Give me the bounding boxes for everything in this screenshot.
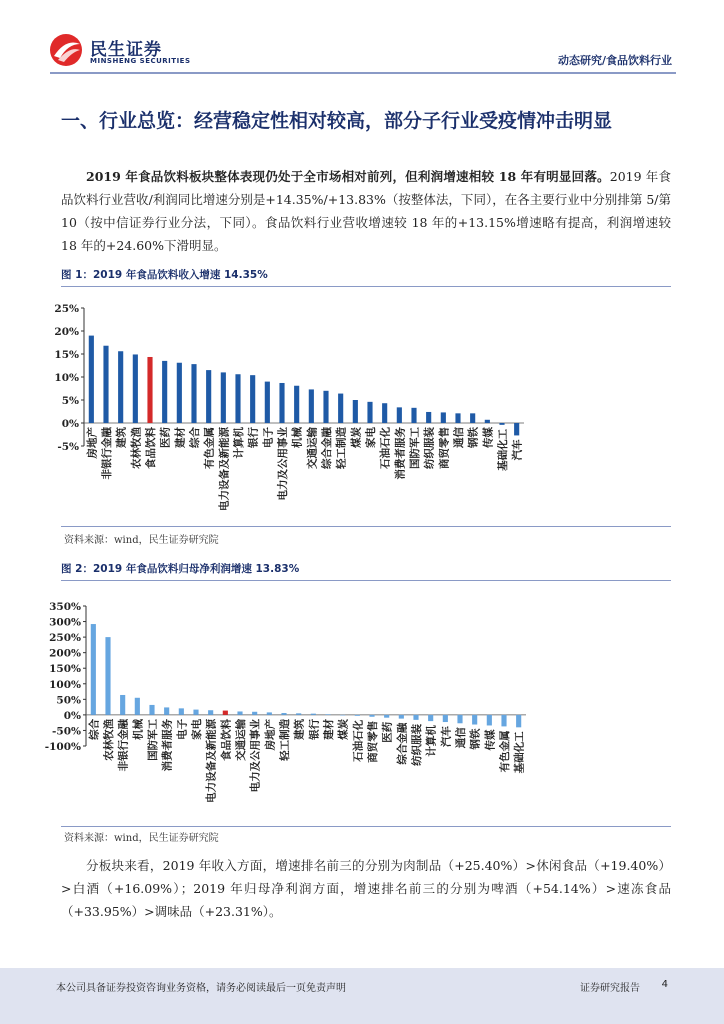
bar — [384, 715, 389, 718]
y-tick-label: 15% — [54, 349, 79, 361]
x-category-label: 煤炭 — [337, 718, 350, 740]
bar — [162, 361, 167, 423]
x-category-label: 计算机 — [425, 725, 438, 757]
y-tick-label: 300% — [49, 616, 81, 629]
x-category-label: 食品饮料 — [145, 427, 157, 469]
x-category-label: 石油石化 — [352, 719, 365, 762]
x-category-label: 医药 — [159, 427, 172, 448]
x-category-label: 传媒 — [484, 729, 497, 751]
x-category-label: 综合金融 — [396, 722, 409, 765]
header-divider — [50, 72, 676, 74]
bar — [149, 705, 154, 715]
y-tick-label: 10% — [54, 372, 79, 384]
page-footer — [0, 968, 724, 1024]
x-category-label: 农林牧渔 — [103, 718, 115, 761]
x-category-label: 电子 — [176, 718, 189, 740]
x-category-label: 汽车 — [440, 726, 453, 748]
y-tick-label: 25% — [54, 303, 79, 315]
x-category-label: 非银行金融 — [101, 427, 113, 480]
bar — [353, 400, 358, 423]
x-category-label: 国防军工 — [409, 427, 421, 469]
x-category-label: 综合 — [189, 427, 201, 448]
bar — [250, 375, 255, 423]
bar — [455, 413, 460, 423]
bar — [426, 412, 431, 423]
logo-text-en: MINSHENG SECURITIES — [90, 57, 191, 65]
x-category-label: 电子 — [262, 427, 275, 448]
page-header — [0, 0, 724, 76]
x-category-label: 轻工制造 — [279, 718, 291, 761]
chart-profit-growth — [0, 590, 724, 826]
x-category-label: 轻工制造 — [335, 427, 348, 469]
bar — [103, 346, 108, 423]
x-category-label: 纺织服装 — [411, 723, 423, 766]
bar — [428, 715, 433, 721]
x-category-label: 银行 — [247, 427, 260, 448]
y-tick-label: 50% — [56, 694, 81, 707]
bar — [265, 382, 270, 423]
bar — [135, 698, 140, 715]
x-category-label: 医药 — [381, 721, 394, 743]
x-category-label: 计算机 — [233, 427, 245, 459]
bar — [382, 403, 387, 423]
figure1-title: 图 1：2019 年食品饮料收入增速 14.35% — [61, 266, 671, 287]
figure2-source: 资料来源：wind，民生证券研究院 — [64, 833, 219, 844]
y-tick-label: -5% — [57, 441, 79, 453]
bar — [501, 715, 506, 727]
x-category-label: 通信 — [455, 727, 467, 749]
x-category-label: 家电 — [365, 427, 377, 448]
bar — [325, 714, 330, 715]
bar — [191, 364, 196, 423]
x-category-label: 煤炭 — [350, 427, 363, 448]
bar — [193, 710, 198, 715]
bar — [443, 715, 448, 722]
x-category-label: 交通运输 — [235, 718, 247, 761]
bar — [179, 708, 184, 715]
x-category-label: 国防军工 — [147, 718, 159, 761]
x-category-label: 农林牧渔 — [130, 427, 143, 469]
paragraph-overview-text: 2019 年食品饮料行业营收/利润同比增速分别是+14.35%/+13.83%（按整体法，下同），在各主要行业中分别排第 5/第 10（按中信证券行业分法，下同）。食品饮料行业营收增速较 18 年的+13.15%增速略有提高，利润增速较 18 年的+24.60%下滑明显。 — [61, 169, 671, 253]
y-tick-label: -100% — [44, 741, 81, 753]
x-category-label: 机械 — [291, 427, 304, 448]
x-category-label: 消费者服务 — [161, 718, 174, 772]
bar — [470, 413, 475, 423]
x-category-label: 钢铁 — [467, 427, 480, 448]
x-category-label: 银行 — [308, 718, 321, 740]
bar — [323, 391, 328, 423]
bar — [367, 402, 372, 423]
paragraph-segments: 分板块来看，2019 年收入方面，增速排名前三的分别为肉制品（+25.40%）>休闲食品（+19.40%）>白酒（+16.09%）；2019 年归母净利润方面，增速排名前三的分别为啤酒（+54.14%）>速冻食品（+33.95%）>调味品（+23.31%）。 — [61, 858, 671, 919]
x-category-label: 建材 — [174, 427, 187, 448]
bar — [487, 715, 492, 726]
bar — [499, 423, 504, 425]
x-category-label: 机械 — [132, 718, 145, 740]
y-tick-label: 5% — [61, 395, 79, 407]
bar — [118, 351, 123, 423]
y-tick-label: 0% — [63, 709, 81, 722]
bar — [281, 713, 286, 715]
bar — [340, 715, 345, 716]
x-category-label: 消费者服务 — [394, 427, 407, 480]
bar — [472, 715, 477, 725]
footer-disclaimer: 本公司具备证券投资咨询业务资格，请务必阅读最后一页免责声明 — [56, 983, 346, 994]
y-tick-label: 200% — [49, 647, 81, 660]
bar — [133, 354, 138, 423]
bar — [177, 363, 182, 423]
bar — [397, 407, 402, 423]
x-category-label: 房地产 — [86, 427, 99, 459]
report-category: 动态研究/食品饮料行业 — [557, 54, 672, 67]
bar — [147, 357, 152, 423]
bar — [208, 710, 213, 715]
y-tick-label: 350% — [49, 601, 81, 613]
y-tick-label: 0% — [61, 418, 79, 430]
logo-text-cn: 民生证券 — [90, 40, 162, 60]
y-tick-label: 100% — [49, 678, 81, 691]
x-category-label: 综合 — [88, 718, 101, 740]
bar — [441, 412, 446, 423]
x-category-label: 食品饮料 — [220, 718, 233, 761]
footer-report-type: 证券研究报告 — [580, 983, 640, 994]
x-category-label: 家电 — [191, 718, 203, 740]
bar — [485, 420, 490, 423]
bar — [311, 714, 316, 715]
x-category-label: 非银行金融 — [117, 718, 130, 772]
x-category-label: 有色金属 — [499, 730, 511, 773]
y-tick-label: 20% — [54, 326, 79, 338]
x-category-label: 商贸零售 — [438, 427, 451, 469]
x-category-label: 建筑 — [115, 427, 128, 448]
figure2-title: 图 2：2019 年食品饮料归母净利润增速 13.83% — [61, 560, 671, 581]
bar — [223, 711, 228, 715]
x-category-label: 电力设备及新能源 — [205, 718, 218, 803]
bar — [309, 389, 314, 423]
y-tick-label: 250% — [49, 632, 81, 645]
x-category-label: 有色金属 — [203, 427, 216, 469]
bar — [514, 423, 519, 435]
x-category-label: 综合金融 — [321, 427, 333, 469]
bar — [252, 712, 257, 715]
x-category-label: 汽车 — [511, 439, 524, 461]
x-category-label: 石油石化 — [379, 427, 392, 469]
x-category-label: 基础化工 — [497, 428, 509, 471]
x-category-label: 交通运输 — [306, 427, 319, 469]
bar — [89, 336, 94, 423]
page-number: 4 — [661, 979, 668, 990]
bar — [221, 372, 226, 423]
bar — [237, 711, 242, 714]
bar — [457, 715, 462, 723]
x-category-label: 房地产 — [264, 718, 277, 751]
x-category-label: 建筑 — [293, 718, 306, 740]
bar — [399, 715, 404, 719]
chart-revenue-growth — [0, 292, 724, 542]
bar — [235, 374, 240, 423]
x-category-label: 建材 — [323, 718, 335, 740]
paragraph-overview — [61, 165, 671, 257]
bar — [516, 715, 521, 727]
x-category-label: 纺织服装 — [423, 427, 436, 469]
bar — [206, 370, 211, 423]
x-category-label: 电力及公用事业 — [249, 718, 262, 793]
section-title: 一、行业总览：经营稳定性相对较高，部分子行业受疫情冲击明显 — [61, 110, 613, 132]
bar — [120, 695, 125, 715]
bar — [355, 715, 360, 716]
bar — [413, 715, 418, 720]
bar — [411, 408, 416, 423]
bar — [164, 707, 169, 714]
bar — [91, 624, 96, 715]
x-category-label: 电力及公用事业 — [277, 427, 289, 501]
x-category-label: 商贸零售 — [367, 720, 379, 763]
bar — [267, 712, 272, 714]
x-category-label: 传媒 — [482, 427, 495, 448]
x-category-label: 钢铁 — [469, 728, 482, 750]
bar — [296, 713, 301, 715]
figure2-source-divider — [61, 826, 671, 827]
paragraph-overview-bold: 2019 年食品饮料板块整体表现仍处于全市场相对前列，但利润增速相较 18 年有明显回落。 — [86, 169, 610, 184]
y-tick-label: 150% — [49, 663, 81, 676]
bar — [105, 637, 110, 715]
bar — [338, 394, 343, 423]
bar — [279, 383, 284, 423]
bar — [369, 715, 374, 717]
x-category-label: 电力设备及新能源 — [218, 427, 231, 511]
x-category-label: 基础化工 — [513, 731, 526, 774]
x-category-label: 通信 — [453, 427, 465, 448]
figure1-source: 资料来源：wind，民生证券研究院 — [64, 535, 219, 546]
y-tick-label: -50% — [52, 725, 81, 738]
figure1-source-divider — [61, 526, 671, 527]
bar — [294, 386, 299, 423]
